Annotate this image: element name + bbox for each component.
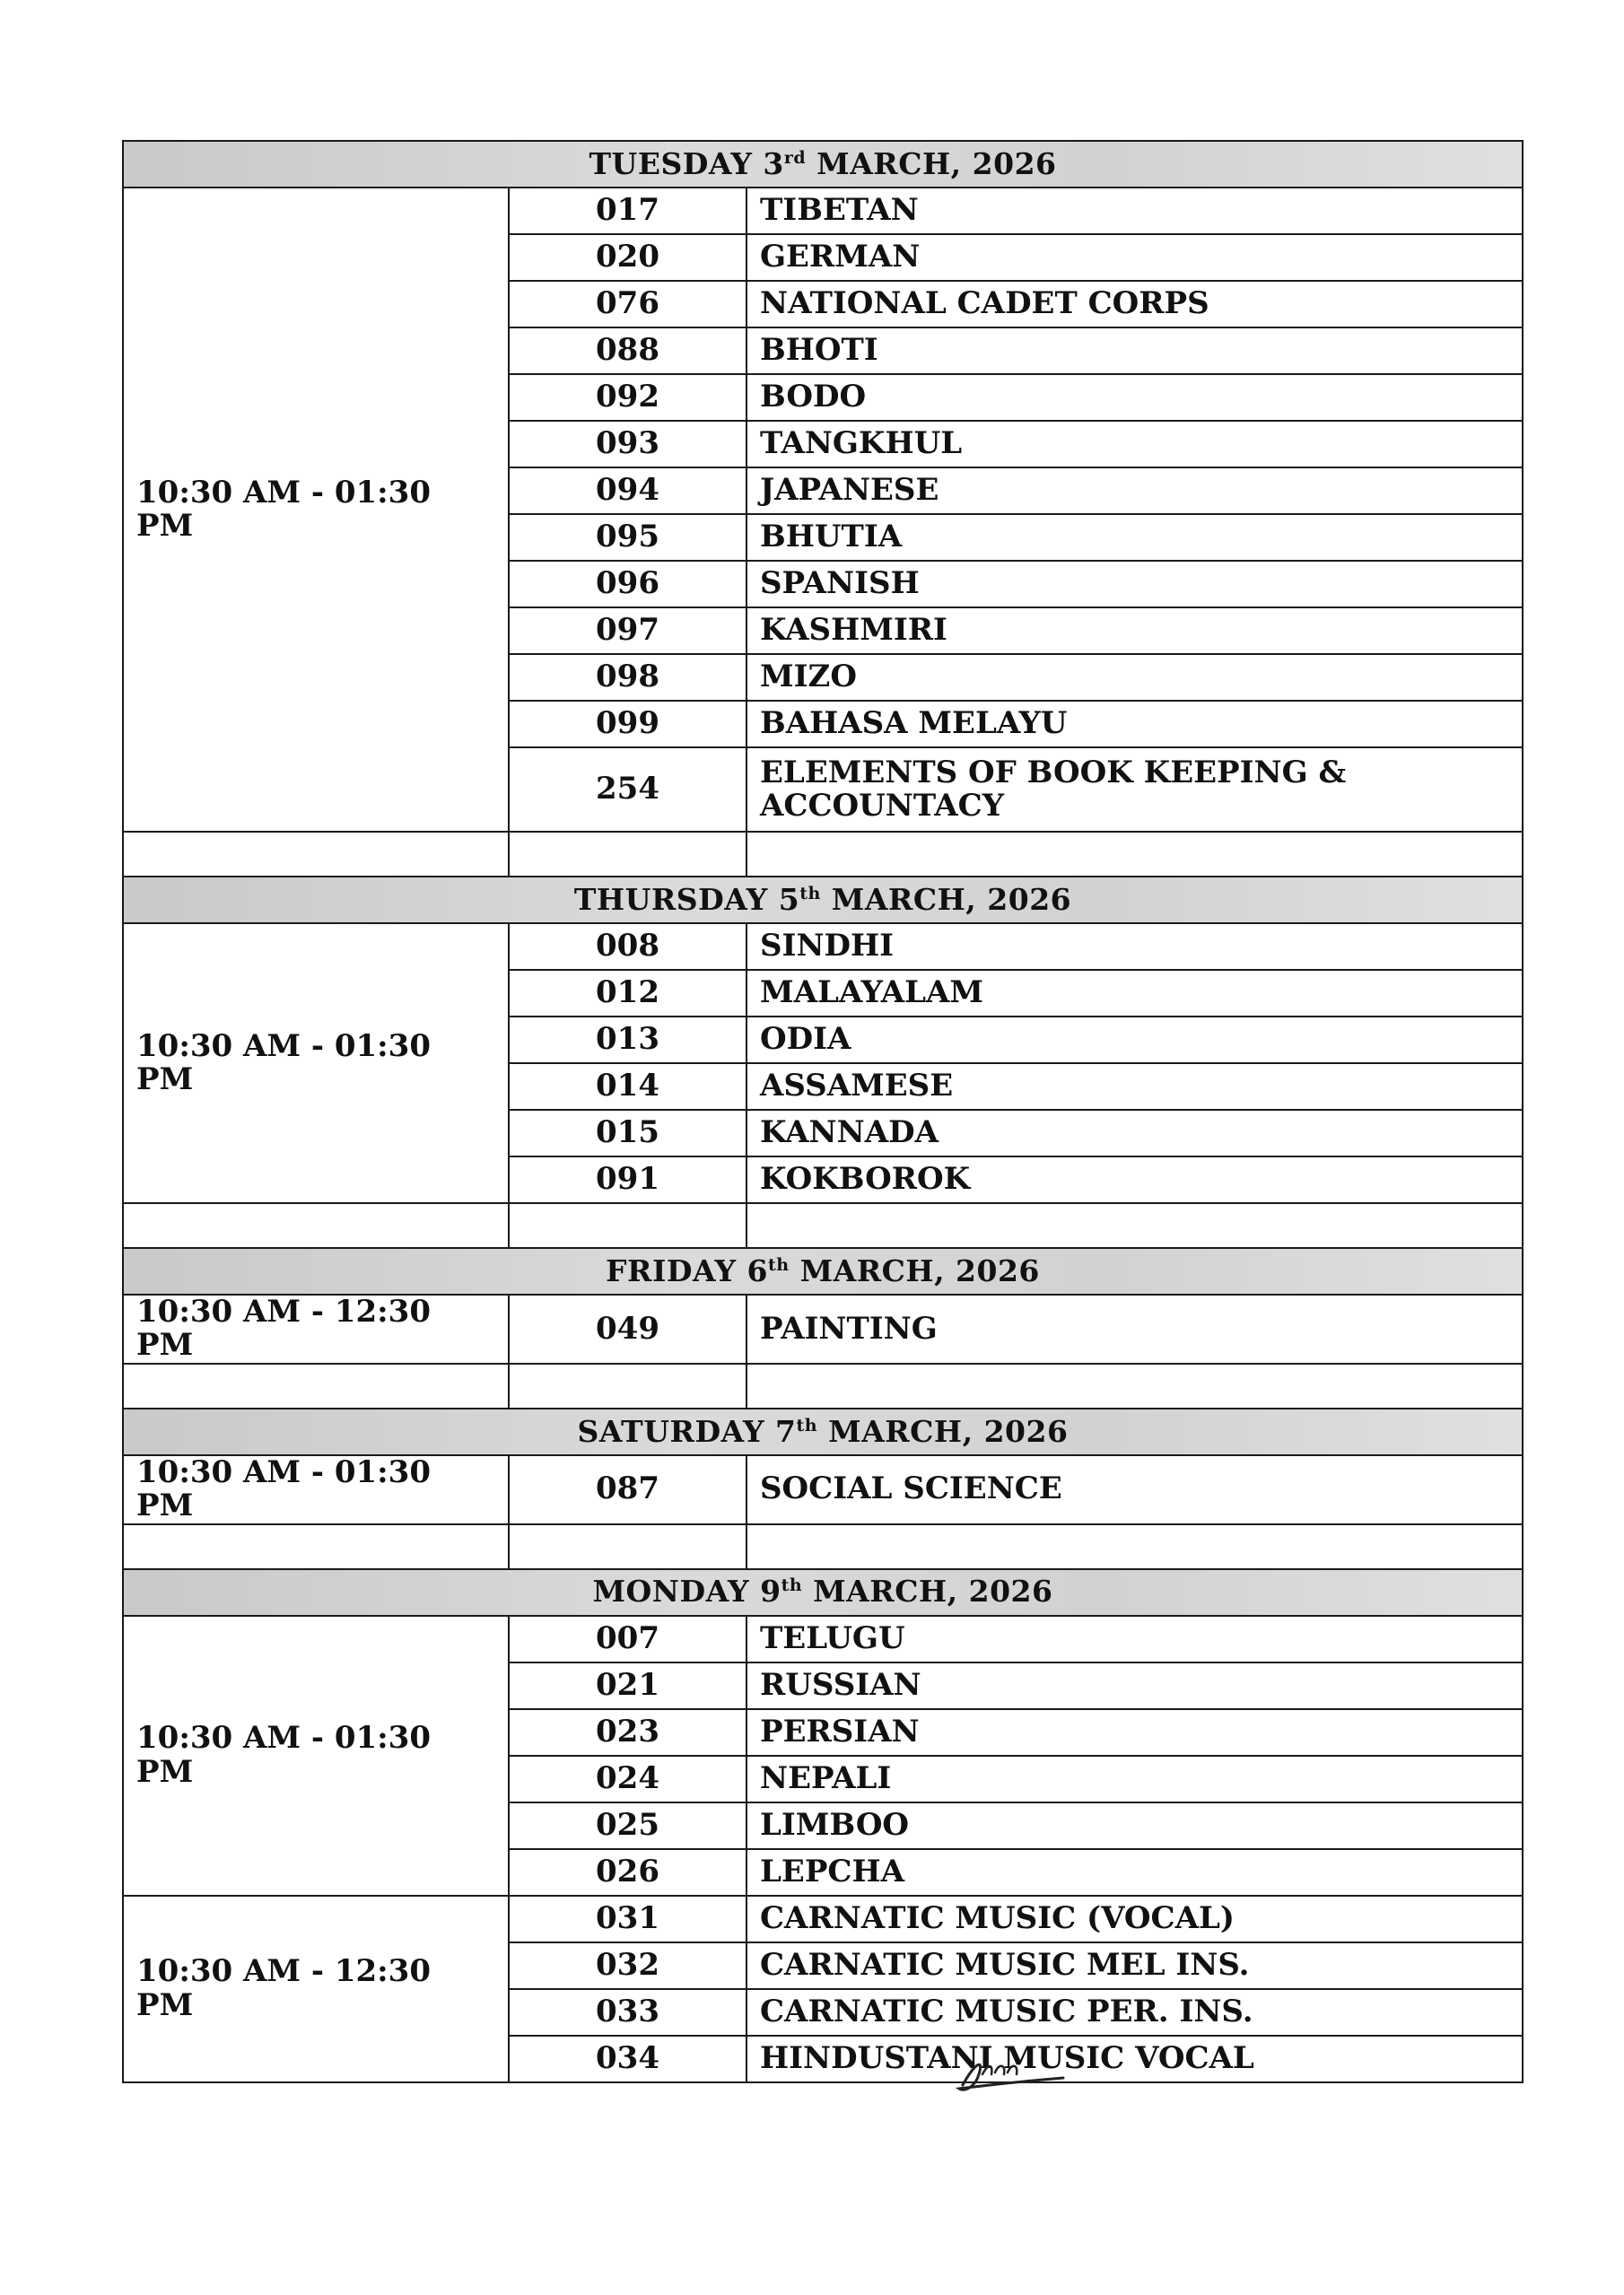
subject-code: 024 bbox=[509, 1756, 747, 1802]
day-header-ordinal: th bbox=[796, 1415, 818, 1435]
subject-code: 007 bbox=[509, 1616, 747, 1662]
subject-name-line: TELUGU bbox=[760, 1619, 905, 1656]
subject-name-line: ACCOUNTACY bbox=[760, 788, 1004, 824]
subject-code: 020 bbox=[509, 234, 747, 281]
subject-code: 033 bbox=[509, 1989, 747, 2036]
exam-schedule-table bbox=[122, 140, 1524, 2083]
subject-name bbox=[747, 1455, 1523, 1524]
subject-code: 099 bbox=[509, 701, 747, 747]
day-header-ordinal: th bbox=[767, 1254, 790, 1275]
subject-name bbox=[747, 1942, 1523, 1989]
day-header bbox=[123, 1569, 1523, 1616]
subject-code: 049 bbox=[509, 1295, 747, 1364]
subject-row bbox=[123, 188, 1523, 234]
day-header-date: MARCH, 2026 bbox=[817, 1413, 1069, 1449]
subject-code: 088 bbox=[509, 327, 747, 374]
subject-name-line: ELEMENTS OF BOOK KEEPING & bbox=[760, 754, 1347, 790]
subject-code: 098 bbox=[509, 654, 747, 701]
subject-row bbox=[123, 1896, 1523, 1942]
day-header-row bbox=[123, 1409, 1523, 1455]
subject-name bbox=[747, 1662, 1523, 1709]
subject-name bbox=[747, 607, 1523, 654]
subject-row bbox=[123, 923, 1523, 970]
subject-name-line: GERMAN bbox=[760, 239, 921, 275]
subject-name bbox=[747, 1295, 1523, 1364]
day-header-ordinal: rd bbox=[783, 147, 807, 168]
subject-code: 091 bbox=[509, 1156, 747, 1203]
subject-name-line: TANGKHUL bbox=[760, 425, 963, 462]
subject-name bbox=[747, 327, 1523, 374]
subject-name-line: SPANISH bbox=[760, 565, 920, 602]
empty-cell bbox=[509, 1203, 747, 1248]
subject-code: 076 bbox=[509, 281, 747, 327]
subject-name-line: CARNATIC MUSIC MEL INS. bbox=[760, 1946, 1250, 1983]
subject-name bbox=[747, 923, 1523, 970]
time-slot: 10:30 AM - 01:30 PM bbox=[123, 1455, 509, 1524]
empty-cell bbox=[747, 832, 1523, 877]
empty-cell bbox=[509, 832, 747, 877]
subject-code: 021 bbox=[509, 1662, 747, 1709]
spacer-row bbox=[123, 1203, 1523, 1248]
subject-name-line: PERSIAN bbox=[760, 1713, 920, 1750]
spacer-row bbox=[123, 832, 1523, 877]
day-header-row bbox=[123, 1569, 1523, 1616]
day-header-date: MARCH, 2026 bbox=[806, 145, 1057, 181]
day-header-prefix: SATURDAY 7 bbox=[577, 1413, 797, 1449]
subject-name-line: NEPALI bbox=[760, 1759, 892, 1796]
day-header-ordinal: th bbox=[799, 883, 821, 903]
subject-name-line: KOKBOROK bbox=[760, 1161, 971, 1198]
subject-code: 008 bbox=[509, 923, 747, 970]
subject-code: 032 bbox=[509, 1942, 747, 1989]
subject-name-line: TIBETAN bbox=[760, 192, 919, 229]
subject-name bbox=[747, 421, 1523, 467]
empty-cell bbox=[123, 1203, 509, 1248]
subject-name bbox=[747, 2036, 1523, 2082]
spacer-row bbox=[123, 1364, 1523, 1409]
empty-cell bbox=[509, 1364, 747, 1409]
subject-name-line: ODIA bbox=[760, 1021, 851, 1058]
subject-name bbox=[747, 188, 1523, 234]
subject-row bbox=[123, 1616, 1523, 1662]
subject-name-line: MIZO bbox=[760, 659, 857, 695]
empty-cell bbox=[747, 1364, 1523, 1409]
subject-name bbox=[747, 654, 1523, 701]
empty-cell bbox=[747, 1524, 1523, 1569]
day-header bbox=[123, 1409, 1523, 1455]
subject-name-line: CARNATIC MUSIC PER. INS. bbox=[760, 1993, 1253, 2029]
subject-name-line: MALAYALAM bbox=[760, 974, 984, 1011]
day-header-row bbox=[123, 141, 1523, 188]
subject-code: 093 bbox=[509, 421, 747, 467]
subject-code: 097 bbox=[509, 607, 747, 654]
spacer-row bbox=[123, 1524, 1523, 1569]
subject-name-line: ASSAMESE bbox=[760, 1068, 954, 1104]
day-header bbox=[123, 141, 1523, 188]
subject-name bbox=[747, 1616, 1523, 1662]
subject-code: 013 bbox=[509, 1017, 747, 1063]
subject-code: 014 bbox=[509, 1063, 747, 1110]
time-slot: 10:30 AM - 01:30 PM bbox=[123, 923, 509, 1203]
subject-code: 031 bbox=[509, 1896, 747, 1942]
subject-code: 092 bbox=[509, 374, 747, 421]
empty-cell bbox=[123, 832, 509, 877]
subject-name bbox=[747, 1063, 1523, 1110]
subject-name-line: SOCIAL SCIENCE bbox=[760, 1470, 1062, 1507]
day-header bbox=[123, 877, 1523, 923]
subject-name bbox=[747, 561, 1523, 607]
subject-code: 094 bbox=[509, 467, 747, 514]
subject-name bbox=[747, 970, 1523, 1017]
subject-code: 025 bbox=[509, 1802, 747, 1849]
subject-name-line: CARNATIC MUSIC (VOCAL) bbox=[760, 1899, 1235, 1936]
subject-code: 012 bbox=[509, 970, 747, 1017]
time-slot: 10:30 AM - 12:30 PM bbox=[123, 1896, 509, 2082]
subject-name-line: KASHMIRI bbox=[760, 612, 947, 649]
empty-cell bbox=[123, 1364, 509, 1409]
subject-code: 254 bbox=[509, 747, 747, 832]
day-header bbox=[123, 1248, 1523, 1295]
subject-name bbox=[747, 1802, 1523, 1849]
subject-name bbox=[747, 234, 1523, 281]
day-header-prefix: THURSDAY 5 bbox=[573, 881, 800, 917]
day-header-row bbox=[123, 1248, 1523, 1295]
time-slot: 10:30 AM - 01:30 PM bbox=[123, 188, 509, 832]
day-header-ordinal: th bbox=[781, 1575, 803, 1596]
subject-name bbox=[747, 1017, 1523, 1063]
subject-name-line: SINDHI bbox=[760, 928, 895, 964]
day-header-date: MARCH, 2026 bbox=[820, 881, 1072, 917]
subject-code: 034 bbox=[509, 2036, 747, 2082]
subject-name bbox=[747, 514, 1523, 561]
subject-code: 095 bbox=[509, 514, 747, 561]
subject-name bbox=[747, 1156, 1523, 1203]
subject-name bbox=[747, 374, 1523, 421]
time-slot: 10:30 AM - 12:30 PM bbox=[123, 1295, 509, 1364]
subject-code: 096 bbox=[509, 561, 747, 607]
signature bbox=[947, 2047, 1081, 2101]
subject-name-line: BHUTIA bbox=[760, 519, 903, 555]
time-slot: 10:30 AM - 01:30 PM bbox=[123, 1616, 509, 1896]
day-header-date: MARCH, 2026 bbox=[802, 1574, 1053, 1610]
day-header-prefix: MONDAY 9 bbox=[592, 1574, 781, 1610]
day-header-prefix: FRIDAY 6 bbox=[606, 1252, 768, 1288]
subject-name-line: LIMBOO bbox=[760, 1806, 910, 1843]
subject-name-line: RUSSIAN bbox=[760, 1666, 921, 1703]
subject-name-line: JAPANESE bbox=[760, 472, 939, 509]
subject-name bbox=[747, 1709, 1523, 1756]
subject-name-line: NATIONAL CADET CORPS bbox=[760, 285, 1209, 322]
subject-name bbox=[747, 1849, 1523, 1896]
empty-cell bbox=[509, 1524, 747, 1569]
subject-name-line: BAHASA MELAYU bbox=[760, 705, 1068, 742]
subject-name bbox=[747, 1756, 1523, 1802]
subject-name bbox=[747, 281, 1523, 327]
subject-row bbox=[123, 1455, 1523, 1524]
subject-name-line: BODO bbox=[760, 379, 867, 415]
empty-cell bbox=[747, 1203, 1523, 1248]
day-header-row bbox=[123, 877, 1523, 923]
subject-code: 023 bbox=[509, 1709, 747, 1756]
subject-name bbox=[747, 1989, 1523, 2036]
subject-code: 026 bbox=[509, 1849, 747, 1896]
subject-name-line: PAINTING bbox=[760, 1310, 938, 1347]
subject-name bbox=[747, 701, 1523, 747]
subject-name-line: BHOTI bbox=[760, 332, 878, 369]
subject-code: 017 bbox=[509, 188, 747, 234]
subject-code: 087 bbox=[509, 1455, 747, 1524]
day-header-prefix: TUESDAY 3 bbox=[589, 145, 784, 181]
subject-row bbox=[123, 1295, 1523, 1364]
subject-name bbox=[747, 747, 1523, 832]
subject-code: 015 bbox=[509, 1110, 747, 1156]
subject-name bbox=[747, 1110, 1523, 1156]
subject-name-line: LEPCHA bbox=[760, 1853, 904, 1889]
day-header-date: MARCH, 2026 bbox=[789, 1252, 1040, 1288]
exam-schedule-page bbox=[122, 140, 1522, 2083]
empty-cell bbox=[123, 1524, 509, 1569]
schedule-body bbox=[123, 141, 1523, 2082]
subject-name bbox=[747, 1896, 1523, 1942]
subject-name-line: KANNADA bbox=[760, 1114, 939, 1151]
subject-name-line: HINDUSTANI MUSIC VOCAL bbox=[760, 2039, 1254, 2076]
subject-name bbox=[747, 467, 1523, 514]
